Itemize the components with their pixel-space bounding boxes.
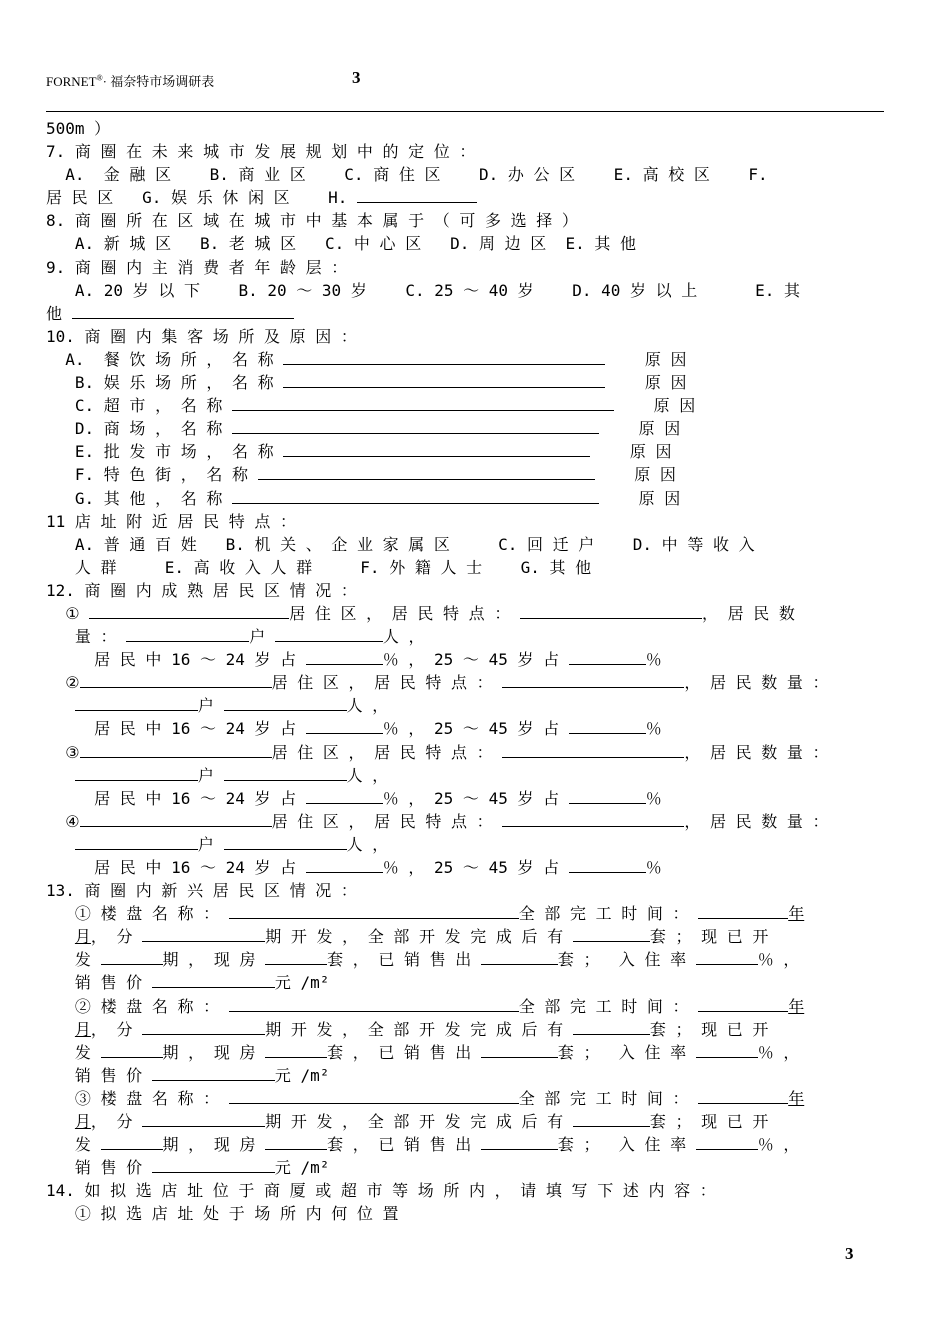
- property-3-sales: 发 期 ， 现 房 套 ， 已 销 售 出 套 ； 入 住 率 ％ ，: [46, 1135, 800, 1155]
- blank-field[interactable]: [224, 834, 347, 850]
- residential-area-1-count: 量 ： 户 人 ，: [46, 627, 425, 647]
- blank-field[interactable]: [80, 742, 272, 758]
- blank-field[interactable]: [101, 949, 163, 965]
- question-13: 13. 商 圈 内 新 兴 居 民 区 情 况 ：: [46, 881, 357, 901]
- blank-field[interactable]: [265, 949, 327, 965]
- residential-area-2-age: 居 民 中 16 ～ 24 岁 占 ％ ， 25 ～ 45 岁 占 ％: [46, 719, 662, 739]
- blank-field[interactable]: [573, 1019, 650, 1035]
- question-7: 7. 商 圈 在 未 来 城 市 发 展 规 划 中 的 定 位 ：: [46, 142, 476, 162]
- blank-field[interactable]: [696, 1042, 758, 1058]
- blank-field[interactable]: [698, 903, 788, 919]
- blank-field[interactable]: [101, 1042, 163, 1058]
- question-12: 12. 商 圈 内 成 熟 居 民 区 情 况 ：: [46, 580, 357, 600]
- blank-field[interactable]: [306, 649, 383, 665]
- header-title: FORNET®· 福奈特市场调研表: [46, 73, 215, 89]
- question-11: 11 店 址 附 近 居 民 特 点 ：: [46, 511, 296, 531]
- blank-field[interactable]: [283, 441, 590, 457]
- blank-field[interactable]: [696, 949, 758, 965]
- blank-field[interactable]: [152, 1157, 275, 1173]
- property-1-name: ① 楼 盘 名 称 ： 全 部 完 工 时 间 ： 年: [74, 904, 805, 924]
- blank-field[interactable]: [357, 187, 477, 203]
- blank-field[interactable]: [152, 972, 275, 988]
- property-2-sales: 发 期 ， 现 房 套 ， 已 销 售 出 套 ； 入 住 率 ％ ，: [46, 1042, 800, 1062]
- question-10-e: E. 批 发 市 场 ， 名 称 原 因: [46, 442, 672, 462]
- blank-field[interactable]: [569, 788, 646, 804]
- property-2-name: ② 楼 盘 名 称 ： 全 部 完 工 时 间 ： 年: [74, 996, 805, 1016]
- blank-field[interactable]: [75, 765, 198, 781]
- question-7-options-2: 居 民 区 G. 娱 乐 休 闲 区 H.: [46, 186, 886, 209]
- blank-field[interactable]: [698, 996, 788, 1012]
- residential-area-2: ② 居 住 区 ， 居 民 特 点 ： ， 居 民 数 量 ：: [65, 673, 829, 693]
- question-8-options: A. 新 城 区 B. 老 城 区 C. 中 心 区 D. 周 边 区 E. 其 他: [46, 234, 637, 254]
- footer-page-number: 3: [845, 1244, 854, 1263]
- blank-field[interactable]: [232, 488, 599, 504]
- blank-field[interactable]: [258, 464, 595, 480]
- blank-field[interactable]: [283, 372, 605, 388]
- blank-field[interactable]: [101, 1134, 163, 1150]
- form-line: 500m ）: [46, 119, 111, 138]
- residential-area-3-age: 居 民 中 16 ～ 24 岁 占 ％ ， 25 ～ 45 岁 占 ％: [46, 788, 662, 808]
- property-3-phases: 月， 分 期 开 发 ， 全 部 开 发 完 成 后 有 套 ； 现 已 开: [74, 1112, 769, 1132]
- blank-field[interactable]: [152, 1065, 275, 1081]
- blank-field[interactable]: [502, 742, 684, 758]
- blank-field[interactable]: [283, 349, 605, 365]
- blank-field[interactable]: [232, 418, 599, 434]
- blank-field[interactable]: [502, 811, 684, 827]
- blank-field[interactable]: [224, 765, 347, 781]
- residential-area-4-age: 居 民 中 16 ～ 24 岁 占 ％ ， 25 ～ 45 岁 占 ％: [46, 858, 662, 877]
- residential-area-4-count: 户 人 ，: [46, 833, 886, 856]
- blank-field[interactable]: [502, 672, 684, 688]
- residential-area-3-count: 户 人 ，: [46, 764, 886, 787]
- blank-field[interactable]: [573, 926, 650, 942]
- question-10-c: C. 超 市 ， 名 称 原 因: [46, 396, 696, 416]
- blank-field[interactable]: [75, 695, 198, 711]
- blank-field[interactable]: [481, 1042, 558, 1058]
- blank-field[interactable]: [126, 626, 249, 642]
- blank-field[interactable]: [275, 626, 383, 642]
- blank-field[interactable]: [306, 718, 383, 734]
- question-10-a: A. 餐 饮 场 所 ， 名 称 原 因: [46, 349, 687, 369]
- blank-field[interactable]: [229, 996, 519, 1012]
- residential-area-1: ① 居 住 区 ， 居 民 特 点 ： ， 居 民 数: [65, 603, 795, 623]
- property-1-sales: 发 期 ， 现 房 套 ， 已 销 售 出 套 ； 入 住 率 ％ ，: [46, 950, 800, 970]
- blank-field[interactable]: [72, 303, 294, 319]
- blank-field[interactable]: [229, 903, 519, 919]
- blank-field[interactable]: [89, 603, 289, 619]
- blank-field[interactable]: [75, 834, 198, 850]
- blank-field[interactable]: [142, 1111, 265, 1127]
- property-2-price: 销 售 价 元 /m²: [46, 1065, 330, 1085]
- residential-area-4: ④ 居 住 区 ， 居 民 特 点 ： ， 居 民 数 量 ：: [65, 811, 829, 831]
- blank-field[interactable]: [232, 395, 614, 411]
- blank-field[interactable]: [481, 949, 558, 965]
- question-10-d: D. 商 场 ， 名 称 原 因: [46, 419, 681, 439]
- blank-field[interactable]: [229, 1088, 519, 1104]
- blank-field[interactable]: [306, 857, 383, 873]
- question-8: 8. 商 圈 所 在 区 域 在 城 市 中 基 本 属 于 （ 可 多 选 择 ）: [46, 211, 578, 231]
- blank-field[interactable]: [80, 672, 272, 688]
- blank-field[interactable]: [142, 1019, 265, 1035]
- question-11-options: A. 普 通 百 姓 B. 机 关 、 企 业 家 属 区 C. 回 迁 户 D. 中 等 收 入: [46, 534, 755, 554]
- question-11-options-2: 人 群 E. 高 收 入 人 群 F. 外 籍 人 士 G. 其 他: [46, 557, 592, 577]
- question-10: 10. 商 圈 内 集 客 场 所 及 原 因 ：: [46, 326, 357, 346]
- question-10-f: F. 特 色 街 ， 名 称 原 因: [46, 465, 676, 485]
- header-divider: [46, 111, 884, 112]
- question-9-options-2: 他: [46, 302, 886, 325]
- property-1-price: 销 售 价 元 /m²: [46, 973, 330, 993]
- blank-field[interactable]: [481, 1134, 558, 1150]
- blank-field[interactable]: [520, 603, 702, 619]
- residential-area-1-age: 居 民 中 16 ～ 24 岁 占 ％ ， 25 ～ 45 岁 占 ％: [46, 650, 662, 670]
- blank-field[interactable]: [265, 1134, 327, 1150]
- blank-field[interactable]: [569, 649, 646, 665]
- question-9: 9. 商 圈 内 主 消 费 者 年 龄 层 ：: [46, 257, 348, 277]
- blank-field[interactable]: [569, 718, 646, 734]
- property-3-price: 销 售 价 元 /m²: [46, 1158, 330, 1178]
- blank-field[interactable]: [698, 1088, 788, 1104]
- question-10-b: B. 娱 乐 场 所 ， 名 称 原 因: [46, 373, 687, 393]
- property-2-phases: 月， 分 期 开 发 ， 全 部 开 发 完 成 后 有 套 ； 现 已 开: [74, 1019, 769, 1039]
- question-10-g: G. 其 他 ， 名 称 原 因: [46, 488, 681, 508]
- blank-field[interactable]: [265, 1042, 327, 1058]
- form-body: [46, 117, 886, 1226]
- blank-field[interactable]: [142, 926, 265, 942]
- blank-field[interactable]: [80, 811, 272, 827]
- blank-field[interactable]: [696, 1134, 758, 1150]
- question-14-a: ① 拟 选 店 址 处 于 场 所 内 何 位 置: [46, 1204, 399, 1224]
- property-3-name: ③ 楼 盘 名 称 ： 全 部 完 工 时 间 ： 年: [74, 1088, 805, 1108]
- blank-field[interactable]: [306, 788, 383, 804]
- blank-field[interactable]: [224, 695, 347, 711]
- question-7-options: A. 金 融 区 B. 商 业 区 C. 商 住 区 D. 办 公 区 E. 高 校 区 F.: [46, 165, 768, 185]
- blank-field[interactable]: [569, 857, 646, 873]
- blank-field[interactable]: [573, 1111, 650, 1127]
- residential-area-2-count: 户 人 ，: [46, 694, 886, 717]
- question-9-options: A. 20 岁 以 下 B. 20 ～ 30 岁 C. 25 ～ 40 岁 D. 40 岁 以 上 E. 其: [46, 280, 800, 300]
- residential-area-3: ③ 居 住 区 ， 居 民 特 点 ： ， 居 民 数 量 ：: [65, 742, 829, 762]
- question-14: 14. 如 拟 选 店 址 位 于 商 厦 或 超 市 等 场 所 内 ， 请 填 写 下 述 内 容 ：: [46, 1181, 716, 1201]
- property-1-phases: 月， 分 期 开 发 ， 全 部 开 发 完 成 后 有 套 ； 现 已 开: [74, 927, 769, 947]
- header-page-number: 3: [352, 68, 361, 87]
